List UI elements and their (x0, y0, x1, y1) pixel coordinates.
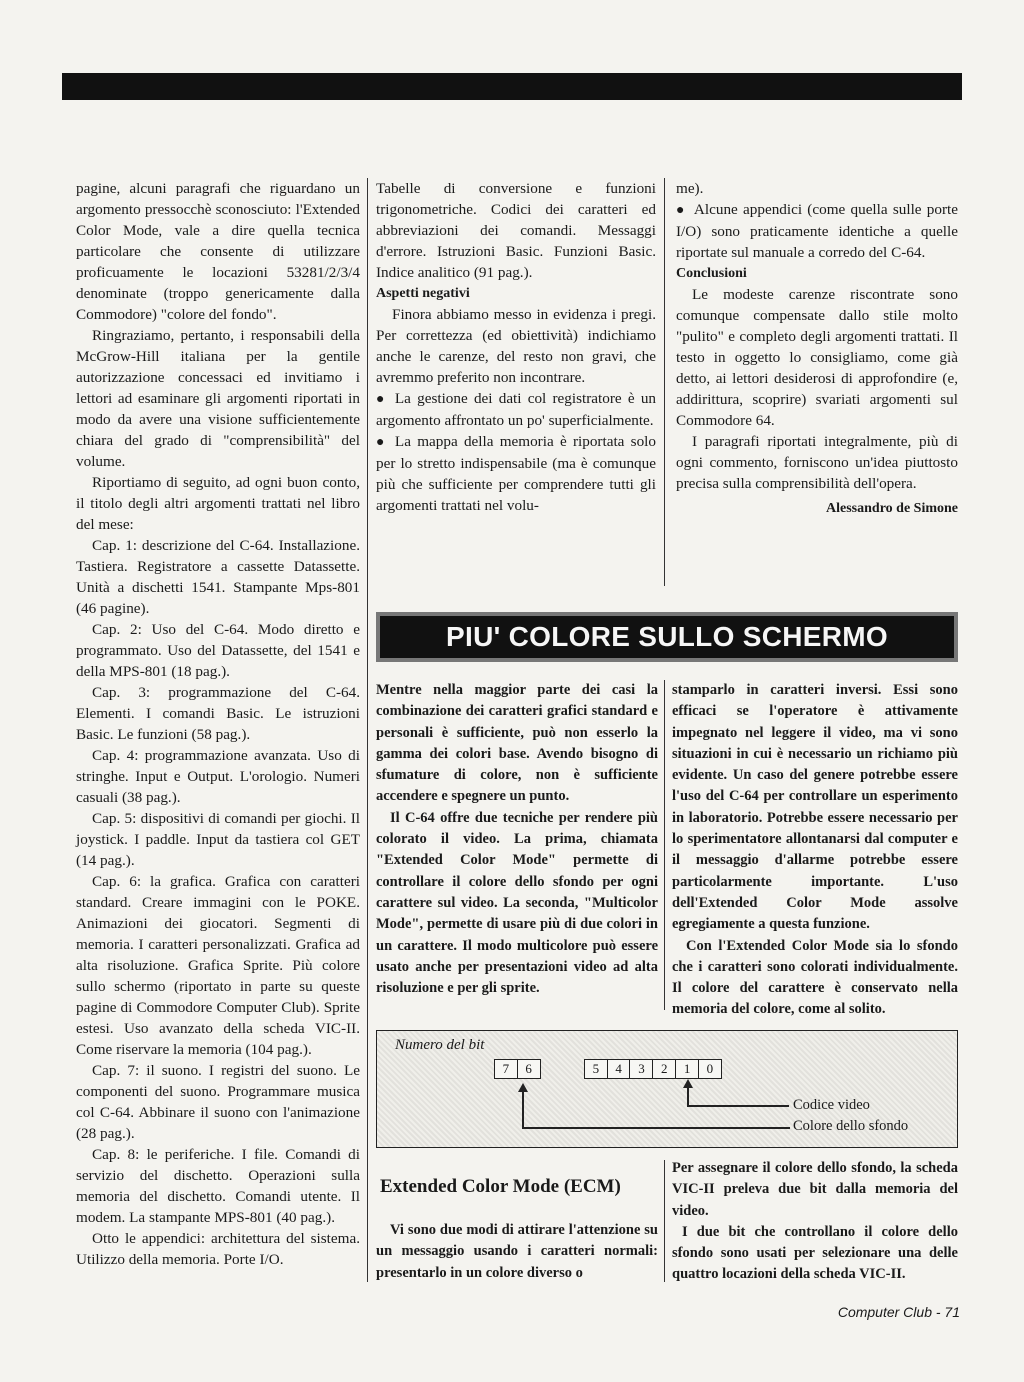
connector-line (687, 1105, 789, 1107)
paragraph: I due bit che controllano il colore dello sfondo sono usati per selezionare una delle quattro locazioni della scheda VIC-II. (672, 1223, 958, 1283)
paragraph: pagine, alcuni paragrafi che riguardano un argomento pressocchè sconosciuto: l'Extended Color Mode, vale a dire quella tecnica particolare che consente di utilizzare proficuamente le locazioni 53281/2/3/4 denominate (troppo genericamente dalla Commodore) "colore del fondo". (76, 180, 360, 323)
ecm-column-right (672, 1158, 958, 1286)
paragraph: Con l'Extended Color Mode sia lo sfondo che i caratteri sono colorati individualmente. Il colore del carattere è conservato nella memoria del colore, come al solito. (672, 937, 958, 1018)
author-signature: Alessandro de Simone (826, 501, 958, 516)
page-footer: Computer Club - 71 (837, 1304, 960, 1320)
article-title: PIU' COLORE SULLO SCHERMO (446, 621, 888, 652)
paragraph: Cap. 2: Uso del C-64. Modo diretto e programmato. Uso del Datassette, del 1541 e della MPS-801 (18 pag.). (76, 621, 360, 680)
paragraph: Il C-64 offre due tecniche per rendere più colorato il video. La prima, chiamata "Extended Color Mode" permette di controllare il colore dello sfondo per ogni carattere sul video. La seconda, "Multicolor Mode", permette di usare più di due colori in un carattere. Il modo multicolore può essere usato anche per presentazioni video ad alta risoluzione e per gli sprite. (376, 809, 658, 997)
ecm-column-left (376, 1220, 658, 1284)
section-title: Extended Color Mode (ECM) (380, 1176, 621, 1197)
paragraph: Finora abbiamo messo in evidenza i pregi. Per correttezza (ed obiettività) indichiamo anche le carenze, del resto non gravi, che avremmo preferito non incontrare. (376, 306, 656, 386)
paragraph: Cap. 3: programmazione del C-64. Elementi. I comandi Basic. Le istruzioni Basic. Le funzioni (58 pag.). (76, 684, 360, 743)
connector-line (522, 1127, 790, 1129)
bit-cell: 6 (517, 1059, 541, 1079)
bit-cell: 2 (652, 1059, 676, 1079)
bit-cell: 0 (698, 1059, 722, 1079)
article-column-right (672, 680, 958, 1021)
article-column-left (376, 680, 658, 999)
bit-diagram (376, 1030, 958, 1148)
bit-cell: 3 (629, 1059, 653, 1079)
column-divider (367, 178, 368, 1282)
column-book-review-3 (676, 178, 958, 519)
paragraph: Mentre nella maggior parte dei casi la combinazione dei caratteri grafici standard e personali è sufficiente, può non esserlo la gamma dei colori base. Avendo bisogno di sfumature di colore, non è sufficiente accendere e spegnere un punto. (376, 682, 658, 805)
paragraph: Cap. 8: le periferiche. I file. Comandi di servizio del dischetto. Operazioni sulla memoria del dischetto. Comandi utente. Il modem. La stampante MPS-801 (40 pag.). (76, 1146, 360, 1226)
column-divider (664, 680, 665, 1010)
bit-cell: 1 (675, 1059, 699, 1079)
section-heading: Conclusioni (676, 266, 747, 281)
paragraph: I paragrafi riportati integralmente, più di ogni commento, forniscono un'idea piuttosto precisa sulla comprensibilità dell'opera. (676, 433, 958, 492)
paragraph: Cap. 6: la grafica. Grafica con caratteri standard. Creare immagini con le POKE. Animazioni dei giocatori. Segmenti di memoria. I caratteri personalizzati. Grafica ad alta risoluzione. Grafica Sprite. Più colore sullo schermo (riportato in parte su queste pagine di Commodore Computer Club). Sprite estesi. Uso avanzato della scheda VIC-II. Come riservare la memoria (104 pag.). (76, 873, 360, 1058)
connector-line (687, 1087, 689, 1105)
paragraph: Cap. 5: dispositivi di comandi per giochi. Il joystick. I paddle. Input da tastiera col GET (14 pag.). (76, 810, 360, 869)
paragraph: Otto le appendici: architettura del sistema. Utilizzo della memoria. Porte I/O. (76, 1230, 360, 1268)
bullet-item: ● Alcune appendici (come quella sulle porte I/O) sono praticamente identiche a quelle riportate sul manuale a corredo del C-64. (676, 199, 958, 263)
connector-line (522, 1091, 524, 1127)
paragraph: Per assegnare il colore dello sfondo, la scheda VIC-II preleva due bit dalla memoria del video. (672, 1160, 958, 1219)
bit-group-low (585, 1059, 722, 1079)
paragraph: Tabelle di conversione e funzioni trigonometriche. Codici dei caratteri ed abbreviazioni dei comandi. Messaggi d'errore. Istruzioni Basic. Funzioni Basic. Indice analitico (91 pag.). (376, 180, 656, 281)
bit-group-high (495, 1059, 541, 1079)
header-bar (62, 73, 962, 100)
bit-cell: 5 (584, 1059, 608, 1079)
paragraph: Vi sono due modi di attirare l'attenzione su un messaggio usando i caratteri normali: presentarlo in un colore diverso o (376, 1222, 658, 1281)
section-heading: Aspetti negativi (376, 286, 470, 301)
paragraph: Ringraziamo, pertanto, i responsabili della McGrow-Hill italiana per la gentile autorizzazione concessaci ed invitiamo i lettori ad esaminare gli argomenti riportati in modo da avere una visione sufficientemente chiara del grado di "comprensibilità" del volume. (76, 327, 360, 470)
column-book-review-2 (376, 178, 656, 516)
paragraph: stamparlo in caratteri inversi. Essi sono efficaci se l'operatore è attivamente impegnato nel leggere il video, ma vi sono situazioni in cui è necessario un richiamo più evidente. Un caso del genere potrebbe essere l'uso del C-64 per controllare un esperimento in laboratorio. Potrebbe essere necessario per lo sperimentatore allontanarsi dal computer e il messaggio d'allarme potrebbe essere particolarmente importante. L'uso dell'Extended Color Mode assolve egregiamente a questa funzione. (672, 682, 958, 933)
label-codice-video: Codice video (793, 1097, 870, 1113)
column-divider (664, 178, 665, 586)
bullet-item: ● La gestione dei dati col registratore è un argomento affrontato un po' superficialmente. (376, 388, 656, 431)
paragraph: Cap. 4: programmazione avanzata. Uso di stringhe. Input e Output. L'orologio. Numeri casuali (38 pag.). (76, 747, 360, 806)
diagram-title: Numero del bit (395, 1037, 485, 1053)
bullet-item: ● La mappa della memoria è riportata solo per lo stretto indispensabile (ma è comunque più che sufficiente per comprendere tutti gli argomenti trattati nel volu- (376, 431, 656, 516)
bit-cell: 7 (494, 1059, 518, 1079)
paragraph: Le modeste carenze riscontrate sono comunque compensate dallo stile molto "pulito" e completo degli argomenti trattati. Il testo in oggetto lo consigliamo, come già detto, ai lettori desiderosi di approfondire (e, addirittura, scoprire) svariati argomenti sul Commodore 64. (676, 286, 958, 429)
paragraph: Cap. 1: descrizione del C-64. Installazione. Tastiera. Registratore a cassette Datassette. Unità a dischetti 1541. Stampante Mps-801 (46 pagine). (76, 537, 360, 617)
article-title-banner (376, 612, 958, 662)
paragraph: Cap. 7: il suono. I registri del suono. Le componenti del suono. Programmare musica col C-64. Abbinare il suono con l'animazione (28 pag.). (76, 1062, 360, 1142)
column-book-review-1 (76, 178, 360, 1270)
bit-cell: 4 (607, 1059, 631, 1079)
label-colore-sfondo: Colore dello sfondo (793, 1118, 909, 1134)
paragraph: me). (676, 180, 704, 197)
paragraph: Riportiamo di seguito, ad ogni buon conto, il titolo degli altri argomenti trattati nel libro del mese: (76, 474, 360, 533)
column-divider (664, 1160, 665, 1282)
